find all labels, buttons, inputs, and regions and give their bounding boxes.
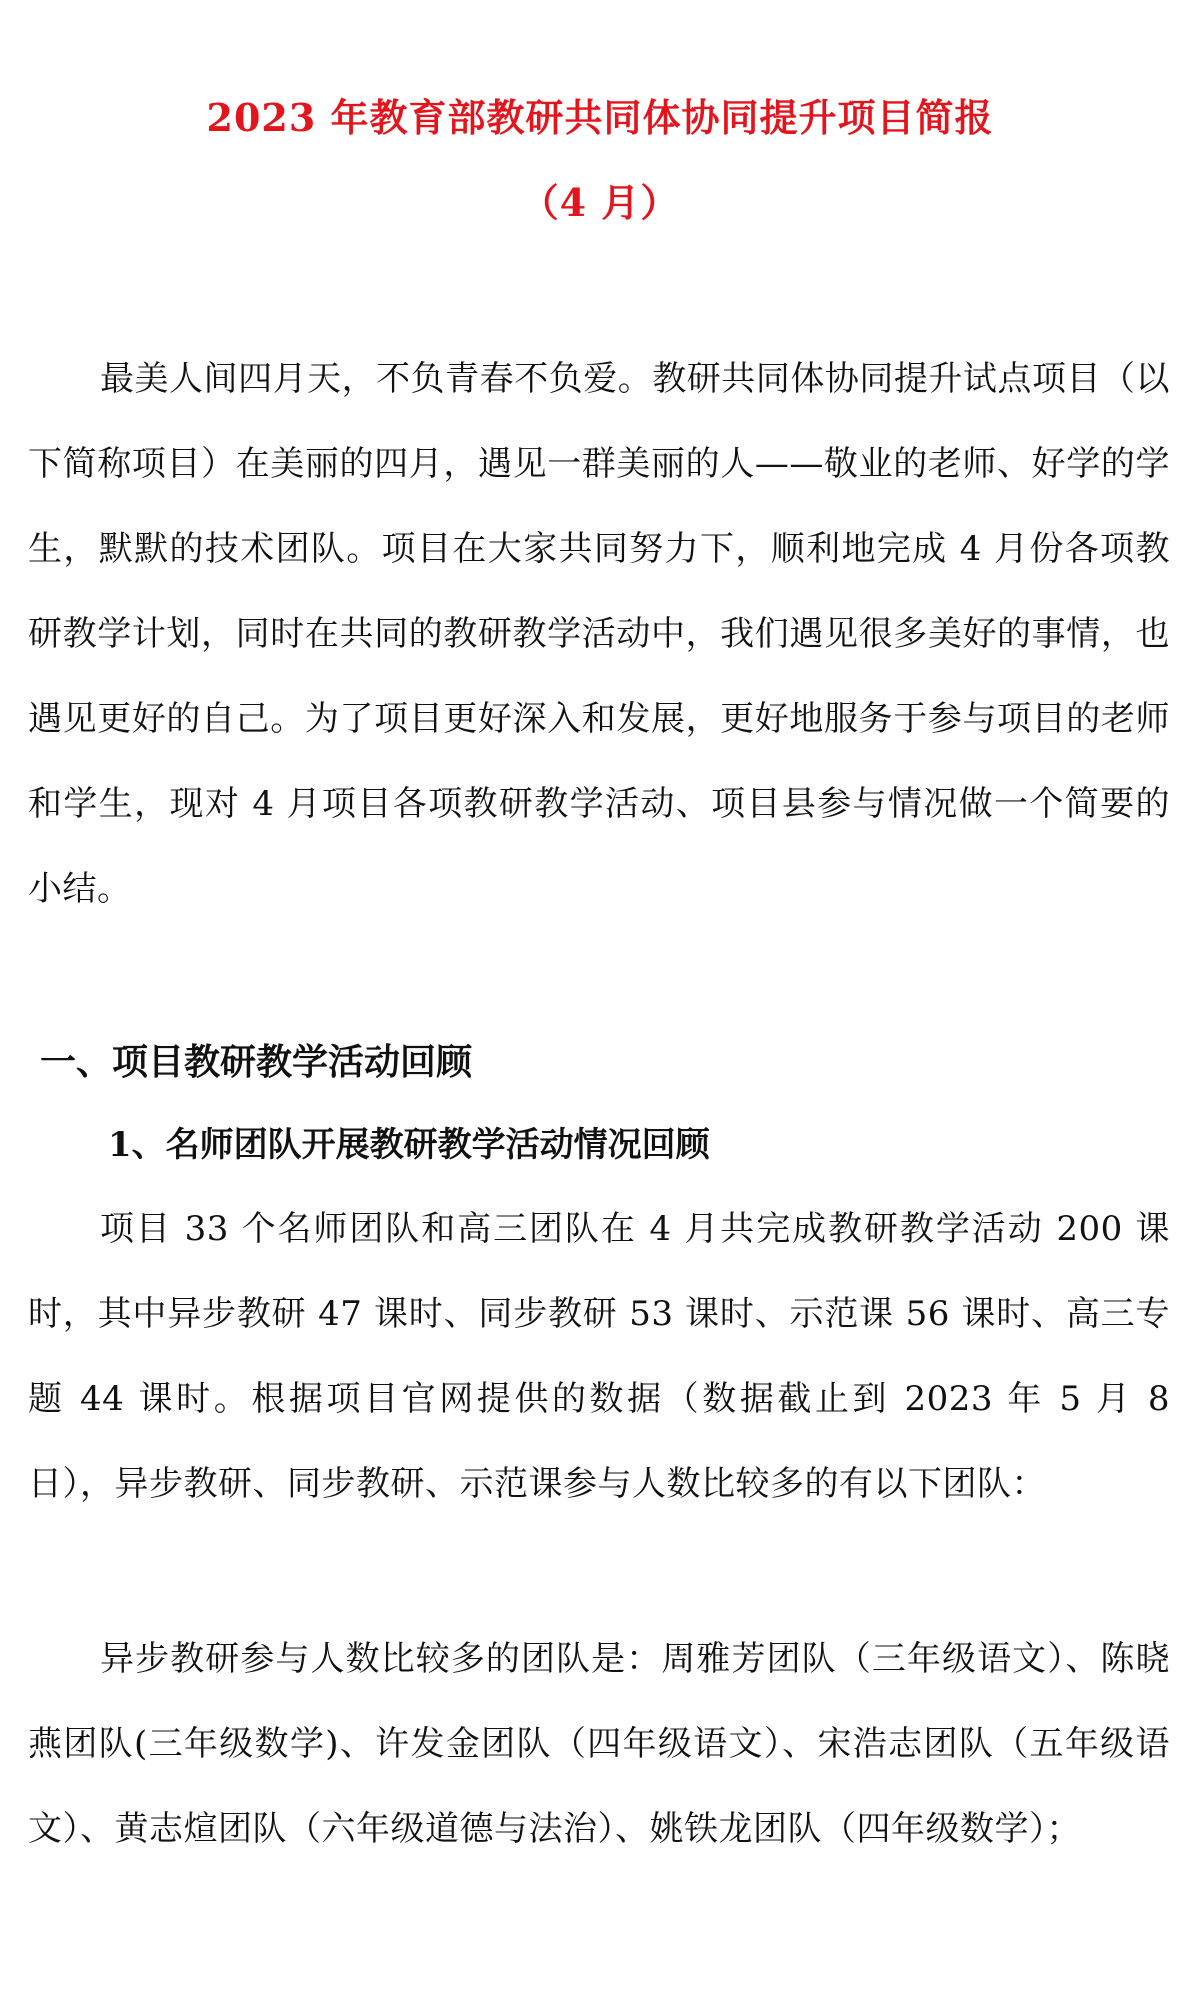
report-subtitle-month: （4 月）: [520, 180, 680, 225]
section-heading: 一、项目教研教学活动回顾: [40, 1041, 473, 1083]
activity-summary-paragraph: 项目 33 个名师团队和高三团队在 4 月共完成教研教学活动 200 课时，其中异步教研 47 课时、同步教研 53 课时、示范课 56 课时、高三专题 44 课时。根据项目官网提供的数据（数据截止到 2023 年 5 月 8 日），异步教研、同步教研、示范课参与人数比较多的有以下团队：: [28, 1209, 1170, 1504]
async-teams-paragraph: 异步教研参与人数比较多的团队是：周雅芳团队（三年级语文）、陈晓燕团队(三年级数学)、许发金团队（四年级语文）、宋浩志团队（五年级语文）、黄志煊团队（六年级道德与法治）、姚铁龙团队（四年级数学）；: [28, 1639, 1170, 1849]
report-title: 2023 年教育部教研共同体协同提升项目简报: [206, 95, 994, 140]
subsection-heading: 1、名师团队开展教研教学活动情况回顾: [108, 1125, 710, 1165]
intro-paragraph: 最美人间四月天，不负青春不负爱。教研共同体协同提升试点项目（以下简称项目）在美丽的四月，遇见一群美丽的人——敬业的老师、好学的学生，默默的技术团队。项目在大家共同努力下，顺利地完成 4 月份各项教研教学计划，同时在共同的教研教学活动中，我们遇见很多美好的事情，也遇见更好的自己。为了项目更好深入和发展，更好地服务于参与项目的老师和学生，现对 4 月项目各项教研教学活动、项目县参与情况做一个简要的小结。: [28, 359, 1170, 909]
